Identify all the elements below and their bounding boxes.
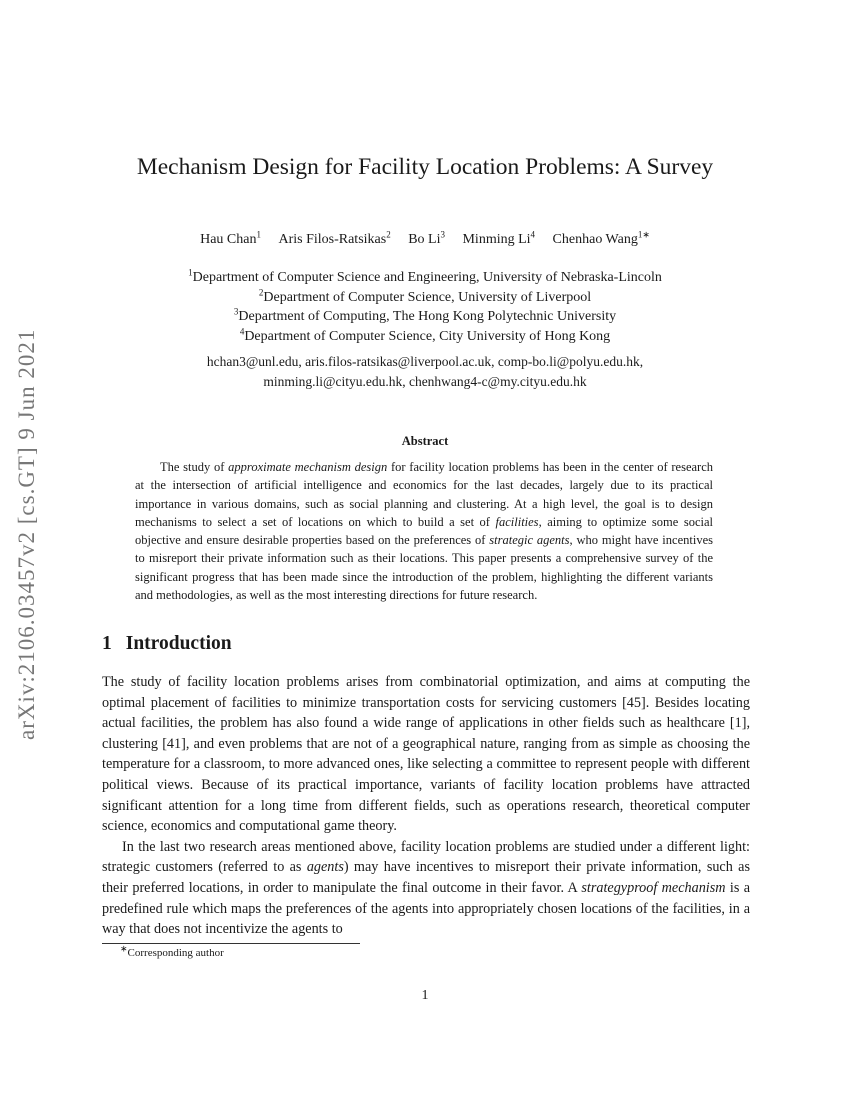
author: Bo Li$^3$ bbox=[408, 229, 445, 247]
section-heading: 1 Introduction bbox=[102, 633, 232, 654]
abstract-body: The study of approximate mechanism design for facility location problems has been in the center of research at the intersection of artificial intelligence and economics for the last decades, largely due to its practical importance in various domains, such as social planning and clustering. At a high level, the goal is to design mechanisms to select a set of locations on which to build a set of facilities, aiming to optimize some social objective and ensure desirable properties based on the preferences of strategic agents, who might have incentives to misreport their private information such as their locations. This paper presents a comprehensive survey of the significant progress that has been made since the introduction of the problem, highlighting the different variants and methodologies, as well as the most interesting directions for future research. bbox=[135, 460, 714, 603]
author: Minming Li$^4$ bbox=[462, 229, 536, 247]
author-list bbox=[0, 229, 850, 248]
affiliations bbox=[0, 268, 850, 346]
footnote-rule bbox=[102, 943, 360, 944]
affiliation: $^1$Department of Computer Science and Engineering, University of Nebraska-Lincoln bbox=[188, 267, 662, 285]
paragraph: The study of facility location problems arises from combinatorial optimization, and aims at computing the optimal placement of facilities to minimize transportation costs for servicing customers [45]. Besides locating actual facilities, the problem has also found a wide range of applications in other fields such as healthcare [1], clustering [41], and even problems that are not of a geographical nature, ranging from as simple as choosing the temperature for a classroom, to more advanced ones, like selecting a committee to represent people with different political views. Because of its practical importance, variants of facility location problems have attracted significant attention for a long time from different fields, such as operations research, theoretical computer science, economics and computational game theory. bbox=[102, 674, 750, 835]
arxiv-identifier: arXiv:2106.03457v2 [cs.GT] 9 Jun 2021 bbox=[14, 328, 39, 740]
author: Chenhao Wang$^{1∗}$ bbox=[552, 229, 650, 247]
affiliation: $^2$Department of Computer Science, University of Liverpool bbox=[258, 286, 592, 305]
page-number: 1 bbox=[421, 988, 429, 1003]
footnote: ∗Corresponding author bbox=[120, 943, 224, 959]
author-emails bbox=[0, 352, 850, 391]
author: Aris Filos-Ratsikas$^2$ bbox=[278, 229, 391, 247]
abstract-heading: Abstract bbox=[401, 434, 449, 448]
introduction-body bbox=[102, 672, 750, 940]
affiliation: $^3$Department of Computing, The Hong Kong Polytechnic University bbox=[233, 306, 617, 324]
paper-title: Mechanism Design for Facility Location Problems: A Survey bbox=[136, 154, 714, 180]
paragraph: In the last two research areas mentioned above, facility location problems are studied under a different light: strategic customers (referred to as agents) may have incentives to misreport their private information, such as their preferred locations, in order to manipulate the final outcome in their favor. A strategyproof mechanism is a predefined rule which maps the preferences of the agents into appropriately chosen locations of the facilities, in a way that does not incentivize the agents to bbox=[102, 838, 750, 938]
author: Hau Chan$^1$ bbox=[200, 229, 261, 247]
email-line: hchan3@unl.edu, aris.filos-ratsikas@liverpool.ac.uk, comp-bo.li@polyu.edu.hk, bbox=[206, 354, 644, 369]
email-line: minming.li@cityu.edu.hk, chenhwang4-c@my.cityu.edu.hk bbox=[263, 373, 587, 389]
affiliation: $^4$Department of Computer Science, City University of Hong Kong bbox=[239, 325, 611, 344]
